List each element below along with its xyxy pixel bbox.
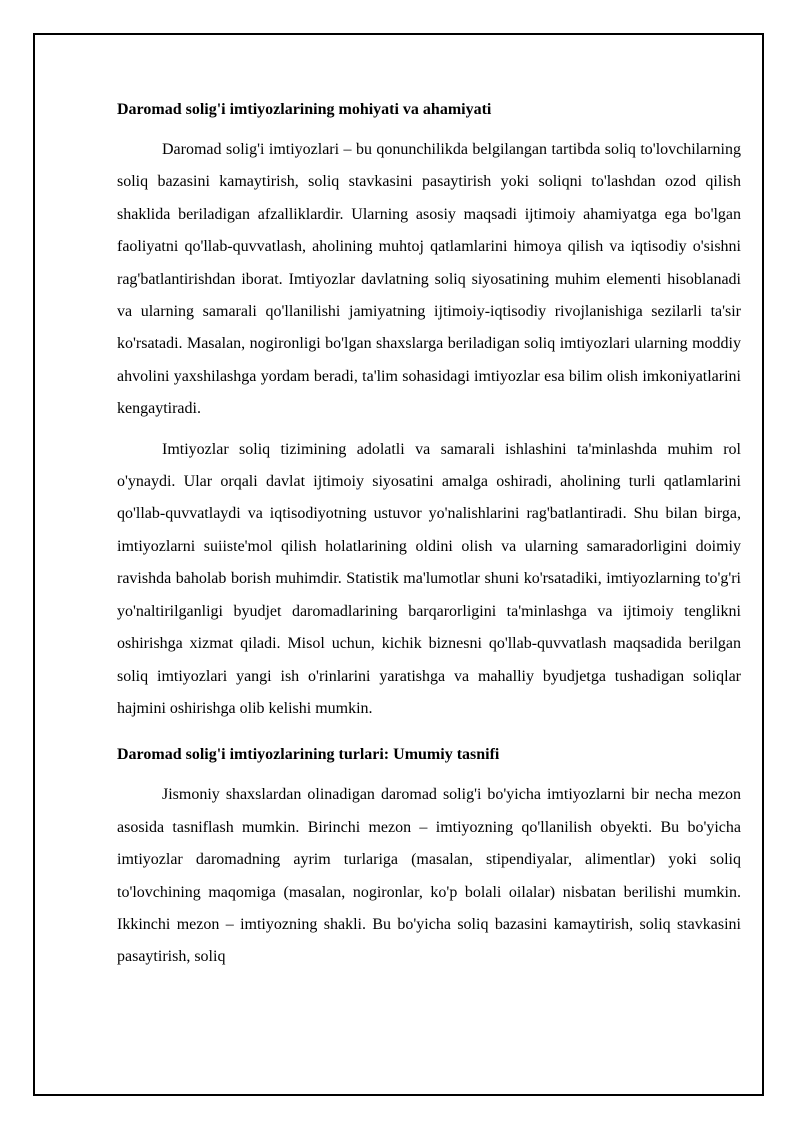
section2-paragraph-1: Jismoniy shaxslardan olinadigan daromad solig'i bo'yicha imtiyozlarni bir necha mezon asosida tasniflash mumkin. Birinchi mezon – imtiyozning qo'llanilish obyekti. Bu bo'yicha imtiyozlar daromadning ayrim turlariga (masalan, stipendiyalar, alimentlar) yoki soliq to'lovchining maqomiga (masalan, nogironlar, ko'p bolali oilalar) nisbatan berilishi mumkin. Ikkinchi mezon – imtiyozning shakli. Bu bo'yicha soliq bazasini kamaytirish, soliq stavkasini pasaytirish, soliq [117,786,741,966]
section1-paragraph-2: Imtiyozlar soliq tizimining adolatli va samarali ishlashini ta'minlashda muhim rol o'ynaydi. Ular orqali davlat ijtimoiy siyosatini amalga oshiradi, aholining turli qatlamlarini qo'llab-quvvatlaydi va iqtisodiyotning ustuvor yo'nalishlarini rag'batlantiradi. Shu bilan birga, imtiyozlarni suiiste'mol qilish holatlarining oldini olish va ularning samaradorligini doimiy ravishda baholab borish muhimdir. Statistik ma'lumotlar shuni ko'rsatadiki, imtiyozlarning to'g'ri yo'naltirilganligi byudjet daromadlarining barqarorligini ta'minlashga va ijtimoiy tenglikni oshirishga xizmat qiladi. Misol uchun, kichik biznesni qo'llab-quvvatlash maqsadida berilgan soliq imtiyozlari yangi ish o'rinlarini yaratishga va mahalliy byudjetga tushadigan soliqlar hajmini oshirishga olib kelishi mumkin. [117,440,741,717]
section-heading-2: Daromad solig'i imtiyozlarining turlari: Umumiy tasnifi [117,746,500,764]
section1-paragraph-1: Daromad solig'i imtiyozlari – bu qonunchilikda belgilangan tartibda soliq to'lovchilarning soliq bazasini kamaytirish, soliq stavkasini pasaytirish yoki soliqni to'lashdan ozod qilish shaklida beriladigan afzalliklardir. Ularning asosiy maqsadi ijtimoiy ahamiyatga ega bo'lgan faoliyatni qo'llab-quvvatlash, aholining muhtoj qatlamlarini himoya qilish va iqtisodiy o'sishni rag'batlantirishdan iborat. Imtiyozlar davlatning soliq siyosatining muhim elementi hisoblanadi va ularning samarali qo'llanilishi jamiyatning ijtimoiy-iqtisodiy rivojlanishiga sezilarli ta'sir ko'rsatadi. Masalan, nogironligi bo'lgan shaxslarga beriladigan soliq imtiyozlari ularning moddiy ahvolini yaxshilashga yordam beradi, ta'lim sohasidagi imtiyozlar esa bilim olish imkoniyatlarini kengaytiradi. [117,141,741,418]
document-body [117,98,741,982]
section-heading-1: Daromad solig'i imtiyozlarining mohiyati va ahamiyati [117,101,492,118]
